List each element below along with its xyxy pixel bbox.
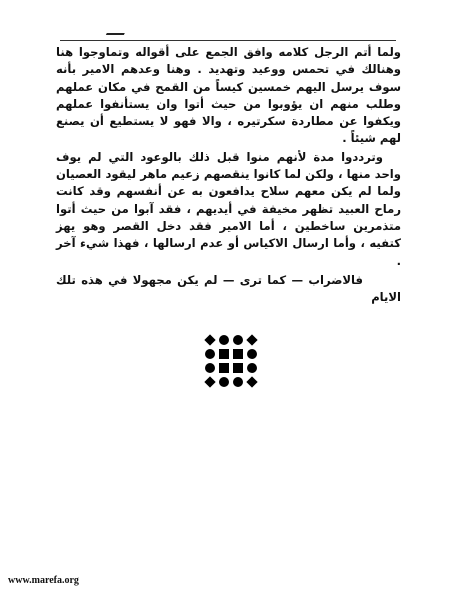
ornament-cell	[204, 334, 216, 346]
geometric-ornament-icon	[204, 334, 258, 388]
ornament-cell	[204, 348, 216, 360]
ornament-cell	[232, 348, 244, 360]
ornament-cell	[246, 334, 258, 346]
ornament-cell	[204, 376, 216, 388]
paragraph-1: ولما أتم الرجل كلامه وافق الجمع على أقواله وتماوجوا هنا وهنالك في تحمس ووعيد وتهديد . وهنا وعدهم الامير بأنه سوف يرسل اليهم خمسين كيساً من القمح في مكان عملهم وطلب منهم ان يؤوبوا من حيث أتوا وان يستأنفوا عملهم ويكفوا عن مطاردة سكرتيره ، والا فهو لا يستطيع أن يصنع لهم شيئاً .	[56, 45, 401, 146]
ornament-cell	[232, 334, 244, 346]
paragraph-2: وترددوا مدة لأنهم منوا قبل ذلك بالوعود التي لم يوف واحد منها ، ولكن لما كانوا ينقصهم زعيم ماهر ليقود العصيان ولما لم يكن معهم سلاح يدافعون به عن أنفسهم وقد كانت رماح العبيد تظهر مخيفة في أيديهم ، فقد آبوا من حيث أتوا متذمرين ساخطين ، أما الامير فقد دخل القصر وهو يهز كتفيه ، وأما ارسال الاكياس أو عدم ارسالها ، فهذا شيء آخر .	[56, 149, 401, 268]
ornament-cell	[232, 376, 244, 388]
ornament-cell	[246, 348, 258, 360]
ornament-cell	[218, 348, 230, 360]
arabic-text-block	[56, 44, 401, 306]
ornament-cell	[218, 376, 230, 388]
footer-url: www.marefa.org	[8, 575, 79, 586]
ornament-cell	[232, 362, 244, 374]
ornament-cell	[218, 362, 230, 374]
closing-line: فالاضراب — كما ترى — لم يكن مجهولا في هذه تلك الايام	[56, 272, 401, 305]
ornament-cell	[218, 334, 230, 346]
ornament-cell	[204, 362, 216, 374]
ornament-cell	[246, 362, 258, 374]
ornament-cell	[246, 376, 258, 388]
